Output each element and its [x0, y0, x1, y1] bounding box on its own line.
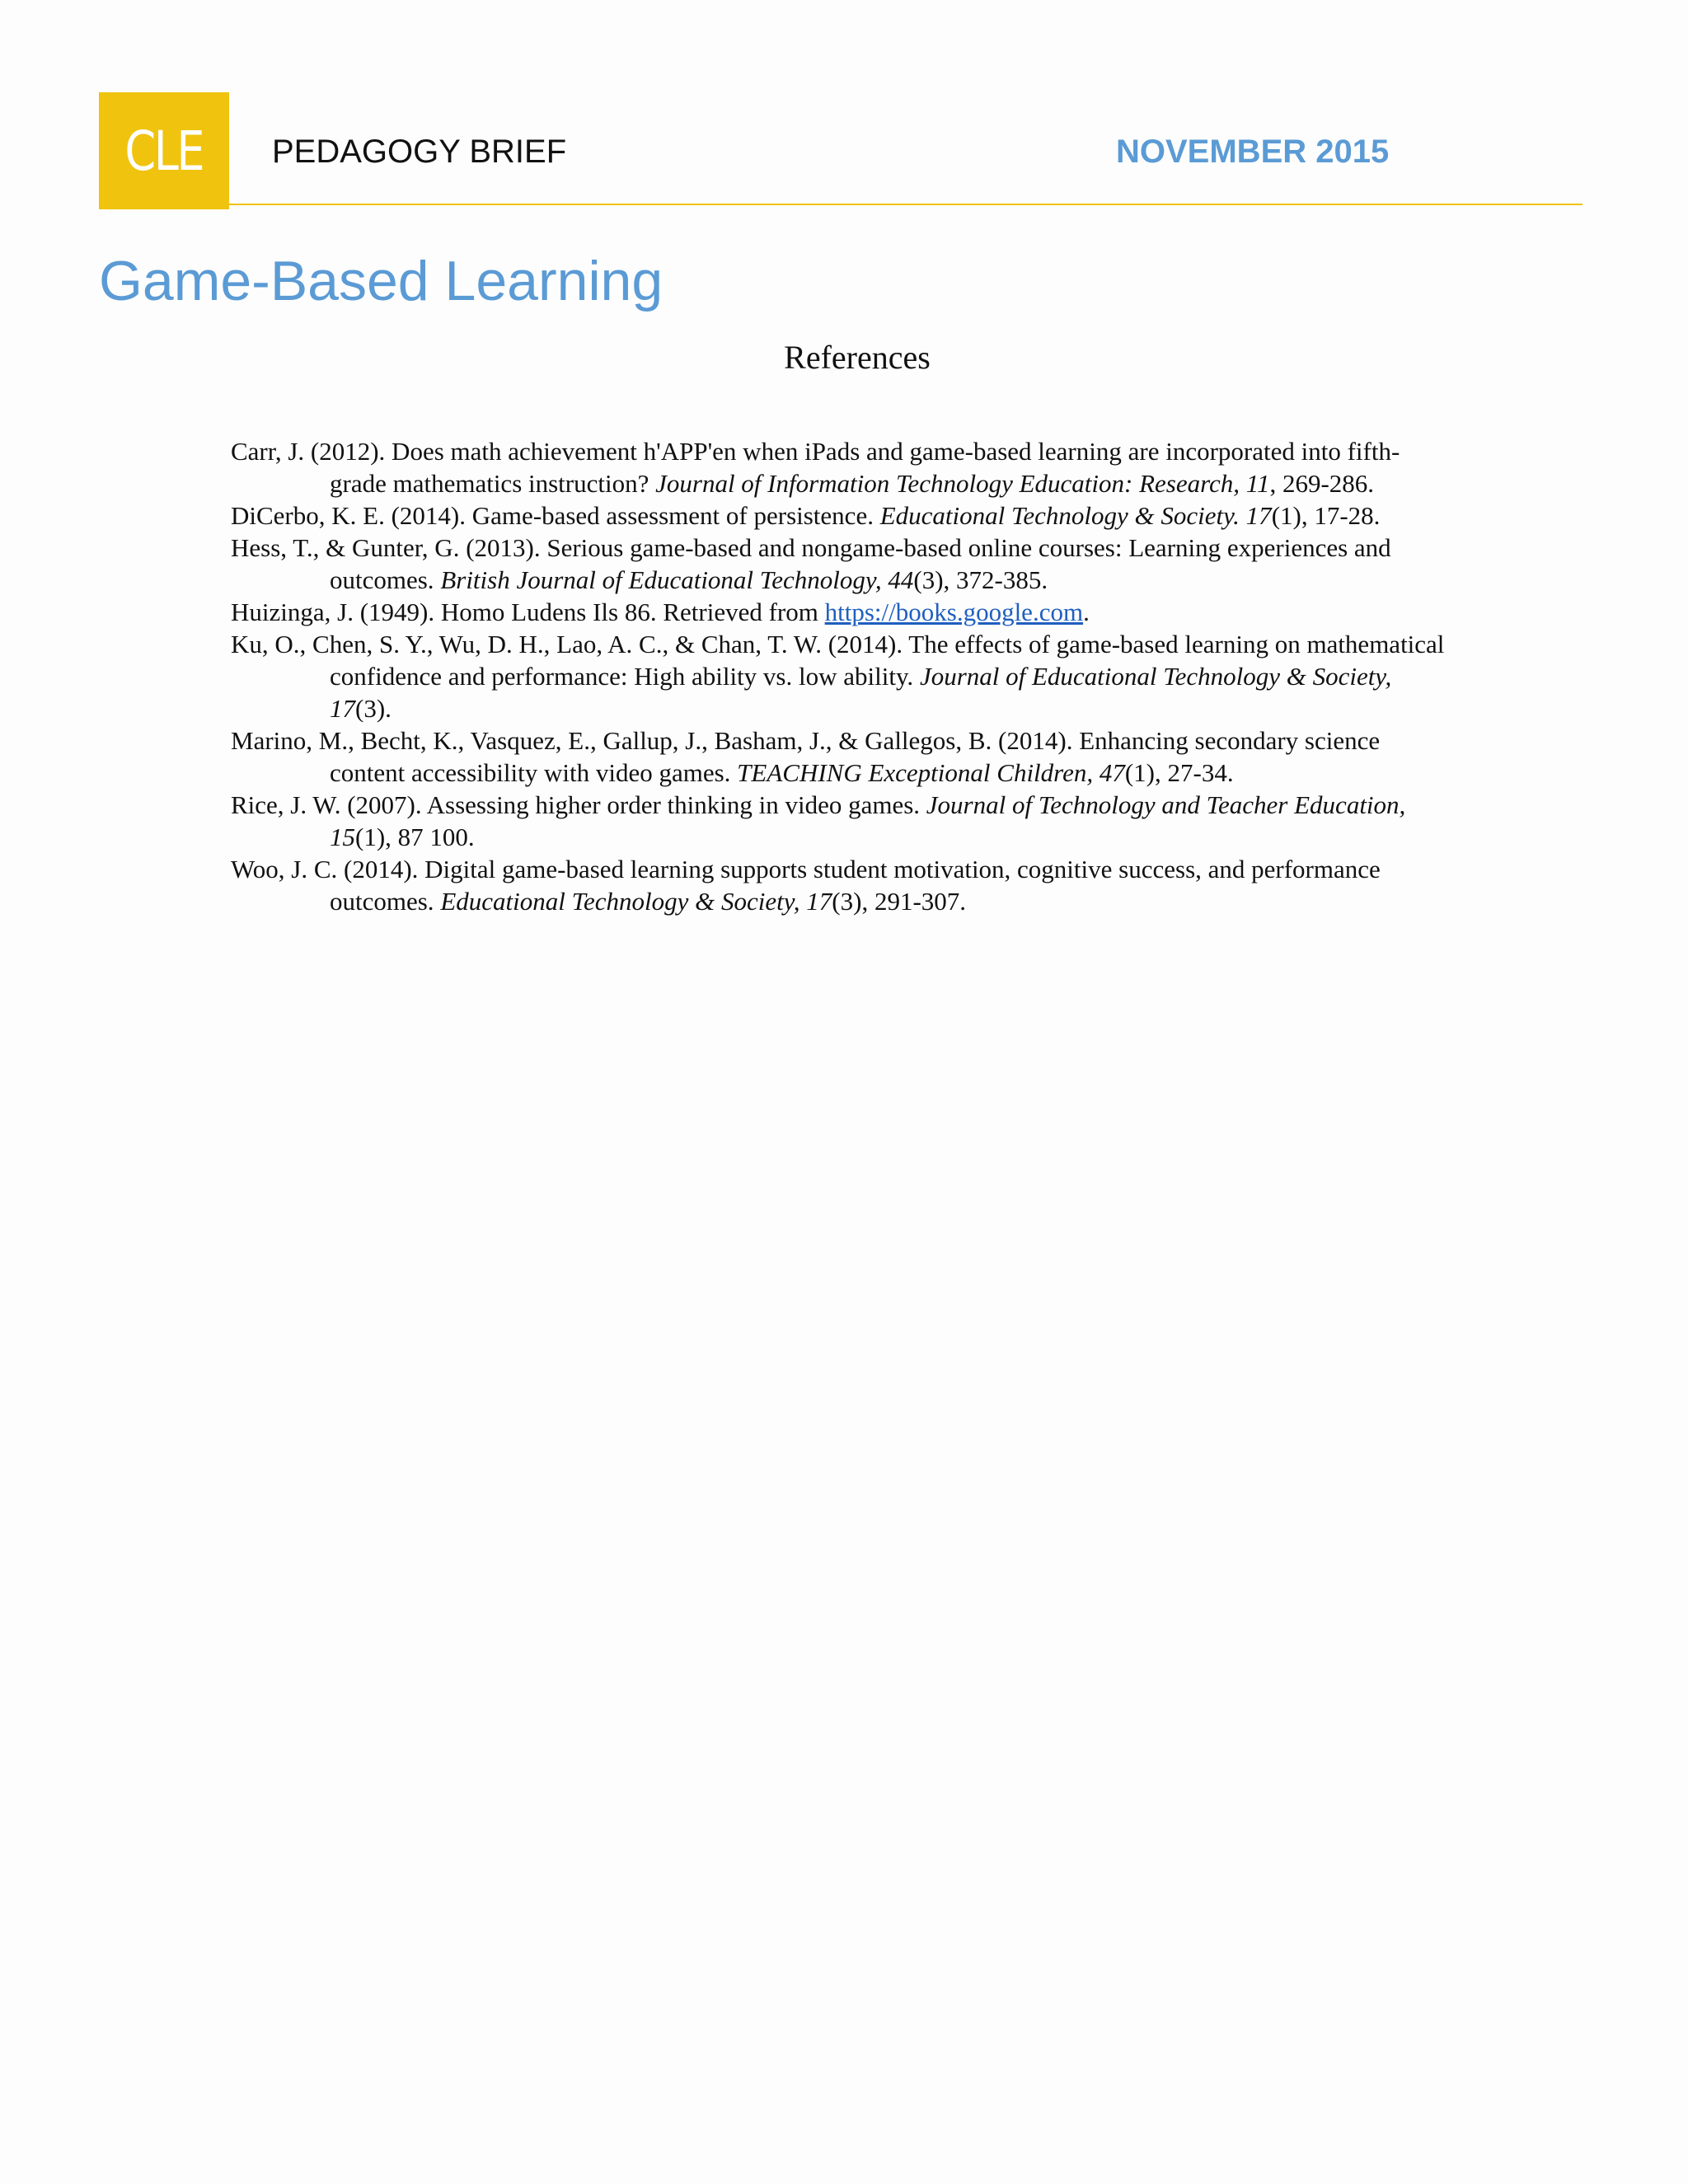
- cle-logo: [99, 92, 229, 209]
- reference-details: (3), 372-385.: [913, 565, 1048, 594]
- page-title: Game-Based Learning: [99, 250, 663, 312]
- brief-label: PEDAGOGY BRIEF: [272, 134, 567, 170]
- reference-source: British Journal of Educational Technology, 44: [440, 565, 914, 594]
- reference-link[interactable]: https://books.google.com: [824, 598, 1084, 626]
- reference-text: Huizinga, J. (1949). Homo Ludens Ils 86. Retrieved from: [231, 598, 825, 626]
- reference-text: Ku, O., Chen, S. Y., Wu, D. H., Lao, A. C., & Chan, T. W. (2014). The effects of game-based learning on mathematical confidence and performance: High ability vs. low ability.: [231, 630, 1445, 691]
- reference-entry: [231, 789, 1451, 853]
- reference-source: Journal of Information Technology Education: Research, 11: [655, 469, 1270, 498]
- reference-entry: [231, 853, 1451, 917]
- reference-source: TEACHING Exceptional Children, 47: [737, 758, 1125, 787]
- reference-text: Rice, J. W. (2007). Assessing higher order thinking in video games.: [231, 790, 926, 819]
- reference-details: (3).: [355, 694, 392, 723]
- reference-details: (1), 27-34.: [1124, 758, 1234, 787]
- reference-details: , 269-286.: [1269, 469, 1375, 498]
- logo-text: CLE: [124, 119, 204, 183]
- reference-text: Woo, J. C. (2014). Digital game-based learning supports student motivation, cognitive success, and performance outcomes.: [231, 855, 1381, 916]
- reference-entry: [231, 532, 1451, 596]
- reference-source: Educational Technology & Society, 17: [440, 887, 832, 916]
- reference-source: Educational Technology & Society. 17: [879, 501, 1272, 530]
- reference-source: Journal of Educational Technology & Society, 17: [330, 662, 1392, 723]
- reference-entry: [231, 724, 1451, 789]
- reference-details: (1), 87 100.: [355, 823, 475, 851]
- reference-entry: [231, 435, 1451, 499]
- reference-details: .: [1083, 598, 1090, 626]
- reference-text: Marino, M., Becht, K., Vasquez, E., Gallup, J., Basham, J., & Gallegos, B. (2014). Enhancing secondary science content accessibility with video games.: [231, 726, 1381, 787]
- references-list: [231, 435, 1451, 917]
- reference-text: Carr, J. (2012). Does math achievement h'APP'en when iPads and game-based learning are incorporated into fifth-grade mathematics instruction?: [231, 437, 1400, 498]
- reference-entry: [231, 596, 1451, 628]
- reference-entry: [231, 628, 1451, 724]
- reference-entry: [231, 499, 1451, 532]
- reference-details: (1), 17-28.: [1271, 501, 1381, 530]
- header-divider: [99, 204, 1582, 205]
- reference-details: (3), 291-307.: [832, 887, 967, 916]
- issue-date: NOVEMBER 2015: [1116, 134, 1390, 170]
- reference-text: DiCerbo, K. E. (2014). Game-based assessment of persistence.: [231, 501, 880, 530]
- references-heading: References: [784, 339, 931, 376]
- reference-text: Hess, T., & Gunter, G. (2013). Serious game‐based and nongame‐based online courses: Learning experiences and outcomes.: [231, 533, 1391, 594]
- reference-source: Journal of Technology and Teacher Education, 15: [330, 790, 1406, 851]
